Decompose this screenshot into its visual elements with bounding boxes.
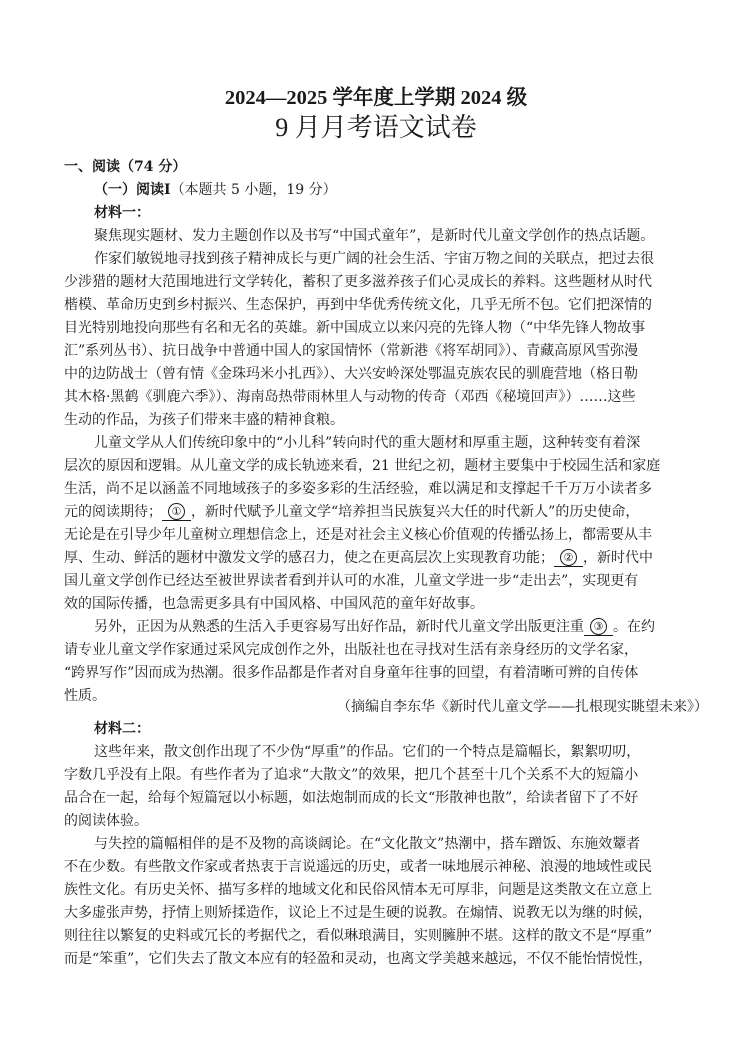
m1-p2-text: 厚、生动、鲜活的题材中激发文学的感召力，使之在更高层次上实现教育功能；	[64, 550, 554, 566]
m1-p2-line	[64, 502, 639, 522]
m2-line: 族性文化。有历史关怀、描写多样的地域文化和民俗风情本无可厚非，问题是这类散文在立意上	[64, 882, 652, 898]
m2-line: 品合在一起，给每个短篇冠以小标题，如法炮制而成的长文“形散神也散”，给读者留下了不好	[64, 790, 639, 806]
material1-label: 材料一：	[94, 205, 150, 221]
m1-p2-text: 元的阅读期待；	[64, 504, 162, 520]
m1-line: 楷模、革命历史到乡村振兴、生态保护，再到中华优秀传统文化，几乎无所不包。它们把深情的	[64, 297, 652, 313]
fill-blank-2[interactable]	[554, 549, 583, 567]
blank-number-1: ①	[168, 503, 185, 520]
m1-line: 中的边防战士（曾有情《金珠玛米小扎西》）、大兴安岭深处鄂温克族农民的驯鹿营地（格日勒	[64, 366, 638, 382]
m1-line: 汇”系列丛书）、抗日战争中普通中国人的家国情怀（常新港《将军胡同》）、青藏高原风雪弥漫	[64, 343, 639, 359]
exam-title-line2: 9 月月考语文试卷	[275, 113, 477, 142]
m1-p2-line	[64, 548, 653, 568]
blank-number-3: ③	[590, 618, 607, 635]
m1-p3-text: 。在约	[613, 619, 655, 635]
fill-blank-1[interactable]	[162, 503, 191, 521]
m1-p2-text: ，新时代赋予儿童文学“培养担当民族复兴大任的时代新人”的历史使命，	[191, 504, 640, 520]
subsection-heading	[94, 180, 337, 200]
m1-line: 作家们敏锐地寻找到孩子精神成长与更广阔的社会生活、宇宙万物之间的关联点，把过去很	[94, 251, 654, 267]
section-heading: 一、阅读（74 分）	[64, 159, 187, 175]
exam-title-line1: 2024—2025 学年度上学期 2024 级	[224, 87, 528, 109]
m1-p2-text: ，新时代中	[583, 550, 653, 566]
m1-p3-line: “跨界写作”因而成为热潮。很多作品都是作者对自身童年往事的回望，有着清晰可辨的自传体	[64, 665, 639, 681]
blank-number-2: ②	[560, 549, 577, 566]
m1-p2-line: 国儿童文学创作已经达至被世界读者看到并认可的水准，儿童文学进一步“走出去”，实现更有	[64, 573, 639, 589]
fill-blank-3[interactable]	[584, 618, 613, 636]
m2-line: 的阅读体验。	[64, 813, 148, 829]
m2-line: 而是“笨重”，它们失去了散文本应有的轻盈和灵动，也离文学美越来越远，不仅不能怡情悦性，	[64, 951, 653, 967]
m1-line: 目光特别地投向那些有名和无名的英雄。新中国成立以来闪亮的先锋人物（“中华先锋人物故事	[64, 320, 646, 336]
m2-line: 与失控的篇幅相伴的是不及物的高谈阔论。在“文化散文”热潮中，搭车蹭饭、东施效颦者	[94, 836, 641, 852]
m2-line: 则往往以繁复的史料或冗长的考据代之，看似琳琅满目，实则臃肿不堪。这样的散文不是“厚重”	[64, 928, 653, 944]
m1-line: 生动的作品，为孩子们带来丰盛的精神食粮。	[64, 412, 344, 428]
m1-p2-line: 层次的原因和逻辑。从儿童文学的成长轨迹来看，21 世纪之初，题材主要集中于校园生活和家庭	[64, 458, 661, 474]
m1-p3-line: 请专业儿童文学作家通过采风完成创作之外，出版社也在寻找对生活有亲身经历的文学名家，	[64, 642, 638, 658]
m1-p3-line	[94, 617, 655, 637]
m1-p2-line: 效的国际传播，也急需更多具有中国风格、中国风范的童年好故事。	[64, 596, 484, 612]
m1-p2-line: 生活，尚不足以涵盖不同地域孩子的多姿多彩的生活经验，难以满足和支撑起千千万万小读者多	[64, 481, 652, 497]
material1-source: （摘编自李东华《新时代儿童文学——扎根现实眺望未来》）	[337, 699, 708, 715]
m2-line: 字数几乎没有上限。有些作者为了追求“大散文”的效果，把几个甚至十几个关系不大的短篇小	[64, 767, 639, 783]
m1-p2-line: 无论是在引导少年儿童树立理想信念上，还是对社会主义核心价值观的传播弘扬上，都需要从丰	[64, 527, 652, 543]
m1-line: 其木格·黑鹤《驯鹿六季》）、海南岛热带雨林里人与动物的传奇（邓西《秘境回声》）……这些	[64, 389, 636, 405]
m1-line: 少涉猎的题材大范围地进行文学转化，蓄积了更多滋养孩子们心灵成长的养料。这些题材从时代	[64, 274, 652, 290]
m1-p3-line: 性质。	[64, 688, 106, 704]
m2-line: 不在少数。有些散文作家或者热衷于言说遥远的历史，或者一味地展示神秘、浪漫的地域性或民	[64, 859, 652, 875]
subsection-title: （一）阅读Ⅰ	[94, 182, 171, 198]
m1-p3-text: 另外，正因为从熟悉的生活入手更容易写出好作品，新时代儿童文学出版更注重	[94, 619, 584, 635]
m2-line: 这些年来，散文创作出现了不少伪“厚重”的作品。它们的一个特点是篇幅长，絮絮叨叨，	[94, 744, 641, 760]
subsection-note: （本题共 5 小题，19 分）	[170, 182, 337, 198]
material2-label: 材料二：	[94, 721, 150, 737]
m2-line: 大多虚张声势，抒情上则矫揉造作，议论上不过是生硬的说教。在煽情、说教无以为继的时候，	[64, 905, 652, 921]
m1-p2-line: 儿童文学从人们传统印象中的“小儿科”转向时代的重大题材和厚重主题，这种转变有着深	[94, 435, 641, 451]
m1-line: 聚焦现实题材、发力主题创作以及书写“中国式童年”，是新时代儿童文学创作的热点话题。	[94, 228, 655, 244]
